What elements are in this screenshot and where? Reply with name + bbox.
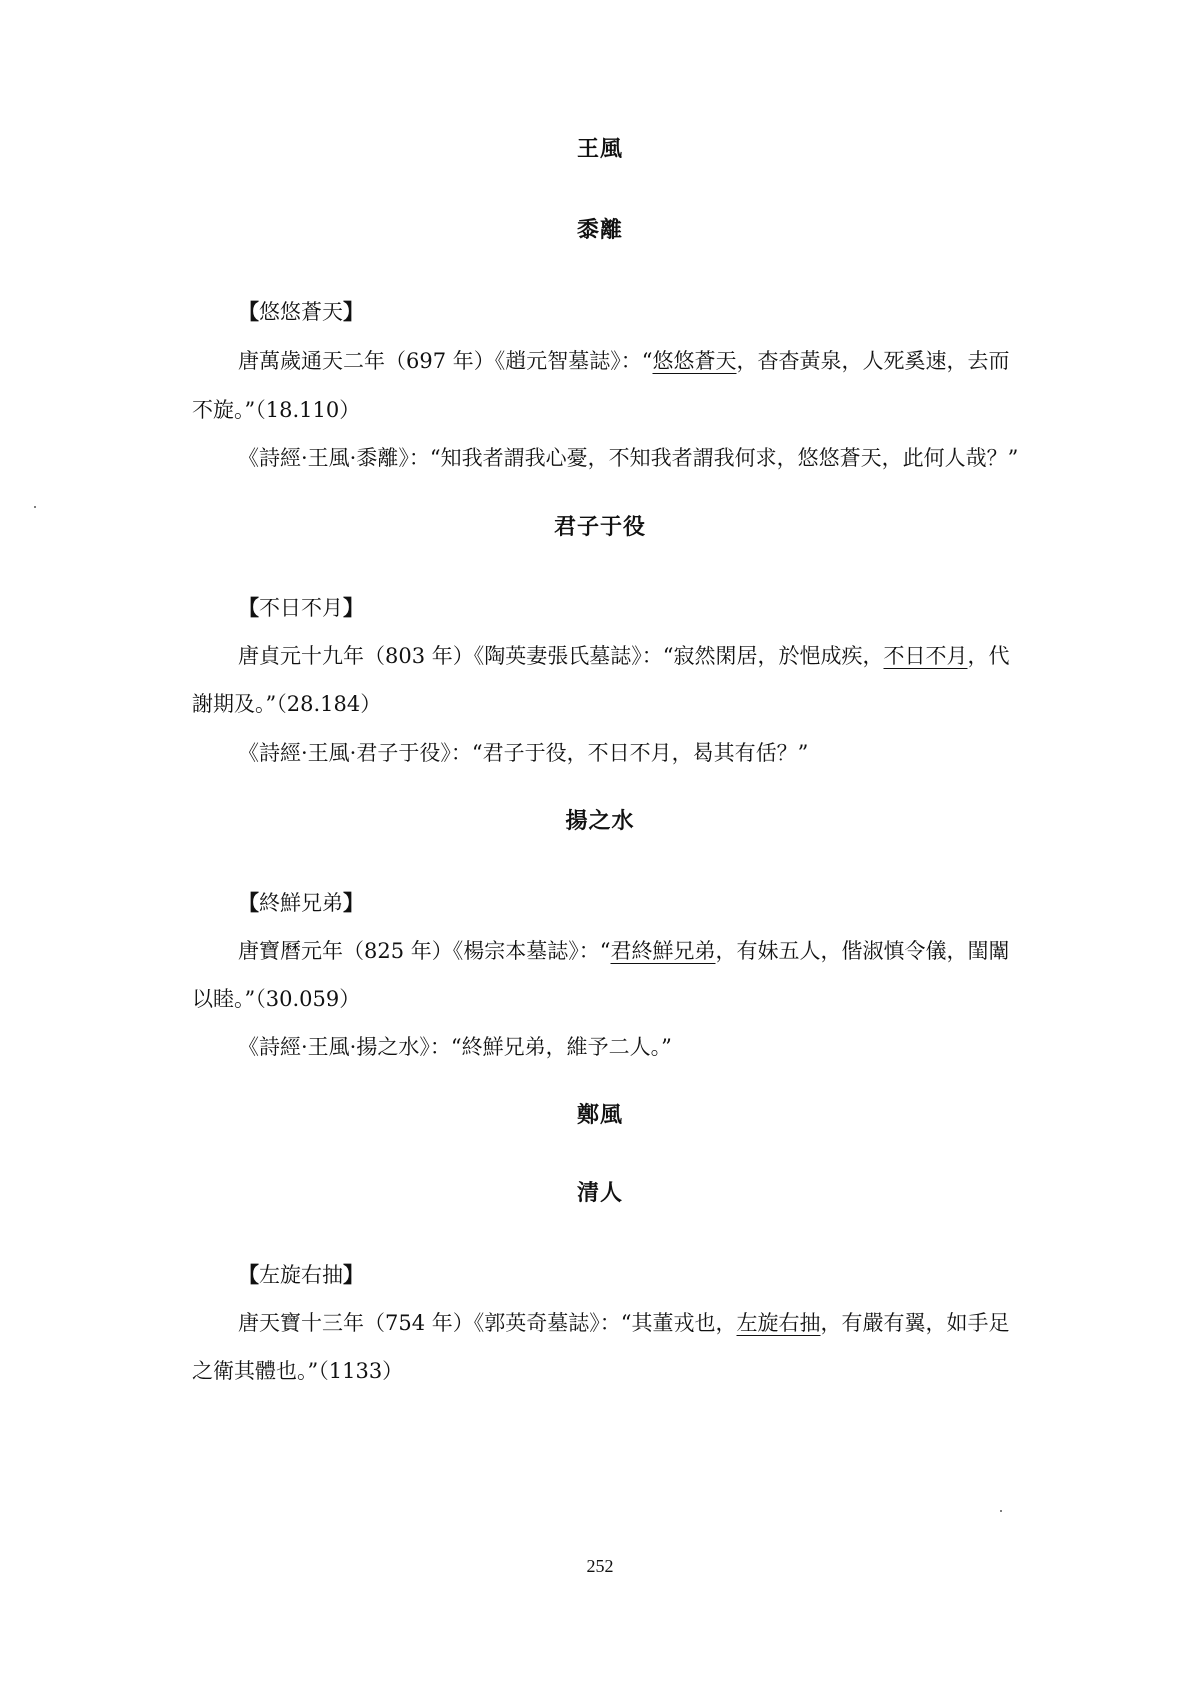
entry-citation-line: 唐寶曆元年（825 年）《楊宗本墓誌》：“君終鮮兄弟，有妹五人，偕淑慎令儀，閨闈 [238,939,1010,963]
section-subtitle: 君子于役 [553,515,646,540]
section-subtitle: 揚之水 [565,809,635,834]
highlighted-phrase: 左旋右抽 [736,1311,821,1335]
page-number: 252 [586,1556,614,1576]
entry-citation-line: 之衛其體也。”（1133） [192,1359,404,1383]
entry-citation-line: 不旋。”（18.110） [192,398,361,422]
scan-speck [1000,1510,1002,1512]
highlighted-phrase: 君終鮮兄弟 [610,939,716,963]
highlighted-phrase: 不日不月 [883,644,968,668]
entry-source-line: 《詩經·王風·黍離》：“知我者謂我心憂，不知我者謂我何求，悠悠蒼天，此何人哉？” [238,446,1019,470]
highlighted-phrase: 悠悠蒼天 [652,349,737,373]
entry-source-line: 《詩經·王風·君子于役》：“君子于役，不日不月，曷其有佸？” [238,741,809,765]
entry-citation-line: 謝期及。”（28.184） [192,692,382,716]
entry-citation-line: 唐萬歲通天二年（697 年）《趙元智墓誌》：“悠悠蒼天，杳杳黃泉，人死奚速，去而 [238,349,1010,373]
entry-term: 【終鮮兄弟】 [238,890,364,915]
section-subtitle: 黍離 [576,218,623,243]
entry-citation-line: 唐天寶十三年（754 年）《郭英奇墓誌》：“其董戎也，左旋右抽，有嚴有翼，如手足 [238,1311,1010,1335]
scan-speck [34,506,36,508]
entry-citation-line: 唐貞元十九年（803 年）《陶英妻張氏墓誌》：“寂然閑居，於悒成疾，不日不月，代 [238,644,1010,668]
entry-term: 【悠悠蒼天】 [238,299,364,324]
section-title: 鄭風 [576,1103,623,1128]
section-subtitle: 清人 [576,1181,623,1206]
entry-citation-line: 以睦。”（30.059） [192,987,361,1011]
entry-term: 【左旋右抽】 [238,1262,364,1287]
entry-source-line: 《詩經·王風·揚之水》：“終鮮兄弟，維予二人。” [238,1035,672,1059]
section-title: 王風 [576,137,623,162]
entry-term: 【不日不月】 [238,595,364,620]
